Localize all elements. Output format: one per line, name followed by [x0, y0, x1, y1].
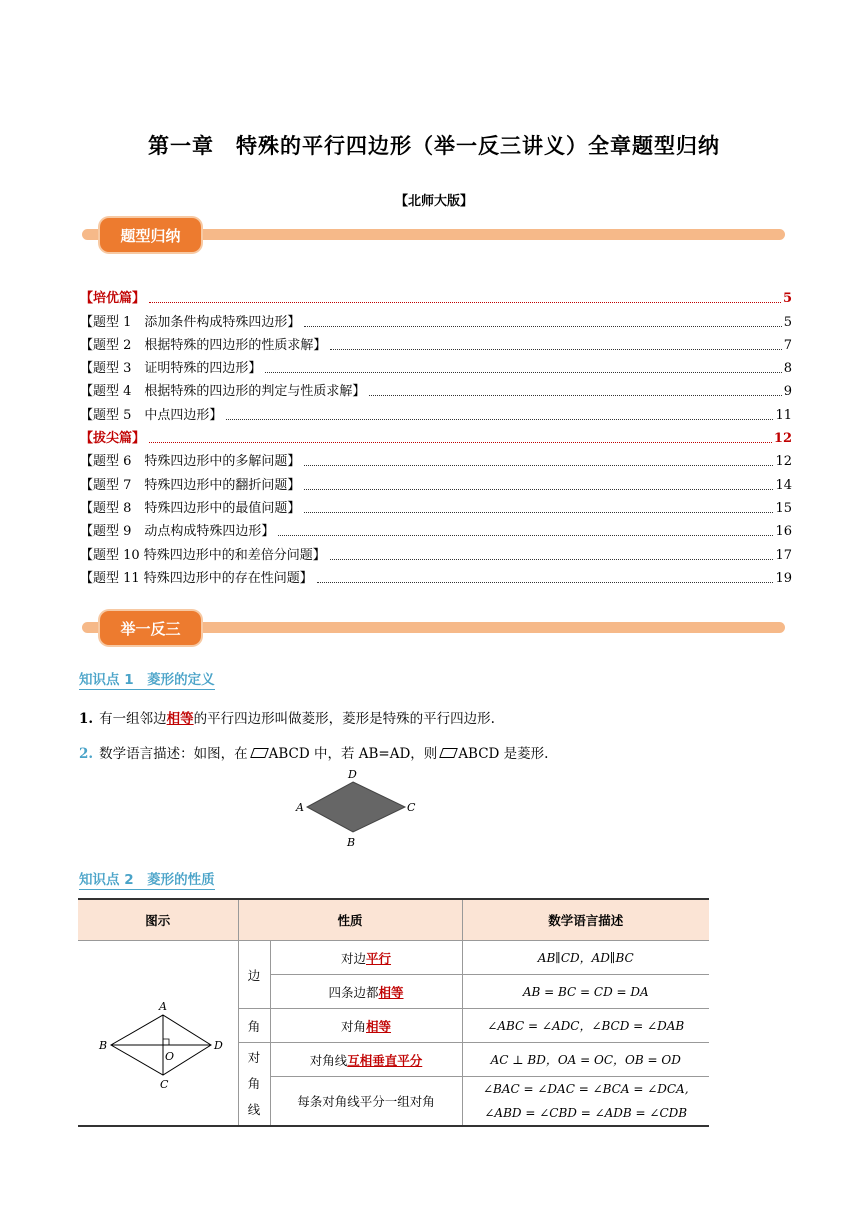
knowledge-point-heading: 知识点 1 菱形的定义	[79, 668, 215, 690]
definition-paragraph	[79, 707, 495, 727]
keyword: 相等	[166, 711, 194, 727]
edition-label: 【北师大版】	[394, 194, 473, 209]
description-text: 数学语言描述：如图，在	[99, 746, 248, 762]
table-of-contents	[80, 284, 792, 587]
toc-page-number: 12	[775, 454, 792, 470]
definition-text: 的平行四边形叫做菱形，菱形是特殊的平行四边形.	[193, 711, 495, 727]
toc-entry[interactable]	[80, 377, 792, 400]
toc-entry[interactable]	[80, 400, 792, 423]
category-angle: 角	[238, 1009, 270, 1043]
toc-page-number: 17	[775, 547, 792, 563]
toc-dot-leader	[330, 349, 781, 350]
toc-entry-label: 【题型 4 根据特殊的四边形的判定与性质求解】	[80, 384, 366, 400]
parallelogram-symbol-icon	[439, 748, 458, 758]
toc-entry[interactable]	[80, 470, 792, 493]
rhombus-diagonals-figure	[83, 962, 233, 1102]
toc-entry[interactable]	[80, 424, 792, 447]
toc-entry-label: 【培优篇】	[80, 291, 146, 307]
toc-dot-leader	[369, 395, 781, 396]
vertex-label-a: A	[158, 999, 167, 1013]
toc-entry-label: 【题型 10 特殊四边形中的和差倍分问题】	[80, 547, 326, 563]
rhombus-properties-table	[78, 898, 709, 1127]
toc-entry[interactable]	[80, 307, 792, 330]
toc-page-number: 16	[775, 524, 792, 540]
description-text: ABCD 是菱形.	[458, 746, 549, 762]
toc-entry-label: 【拔尖篇】	[80, 431, 146, 447]
toc-page-number: 5	[782, 291, 792, 307]
item-number: 1.	[79, 711, 94, 727]
toc-entry-label: 【题型 6 特殊四边形中的多解问题】	[80, 454, 301, 470]
toc-entry-label: 【题型 2 根据特殊的四边形的性质求解】	[80, 337, 327, 353]
toc-page-number: 11	[775, 407, 792, 423]
toc-entry-label: 【题型 3 证明特殊的四边形】	[80, 361, 262, 377]
toc-entry-label: 【题型 1 添加条件构成特殊四边形】	[80, 314, 301, 330]
property-cell: 对角相等	[270, 1009, 462, 1043]
column-header: 图示	[78, 899, 238, 941]
parallelogram-symbol-icon	[250, 748, 269, 758]
toc-dot-leader	[149, 302, 781, 303]
toc-dot-leader	[226, 419, 773, 420]
toc-entry-label: 【题型 7 特殊四边形中的翻折问题】	[80, 477, 301, 493]
section-tag-examples: 举一反三	[100, 611, 201, 645]
center-label-o: O	[164, 1049, 174, 1063]
description-text: ABCD 中，若 AB=AD，则	[268, 746, 438, 762]
vertex-label-c: C	[407, 801, 416, 814]
toc-entry[interactable]	[80, 284, 792, 307]
toc-page-number: 15	[775, 500, 792, 516]
math-description-paragraph	[79, 742, 548, 762]
math-cell: AB = BC = CD = DA	[462, 975, 709, 1009]
toc-entry[interactable]	[80, 517, 792, 540]
toc-page-number: 8	[783, 361, 792, 377]
math-cell: ∠ABC = ∠ADC，∠BCD = ∠DAB	[462, 1009, 709, 1043]
toc-dot-leader	[149, 442, 772, 443]
toc-entry[interactable]	[80, 494, 792, 517]
toc-entry[interactable]	[80, 540, 792, 563]
keyword: 互相垂直平分	[347, 1052, 423, 1068]
vertex-label-a: A	[296, 801, 304, 814]
category-side: 边	[238, 941, 270, 1009]
toc-dot-leader	[304, 489, 773, 490]
knowledge-point-heading: 知识点 2 菱形的性质	[79, 868, 215, 890]
toc-dot-leader	[304, 465, 773, 466]
column-header: 性质	[238, 899, 462, 941]
toc-dot-leader	[330, 559, 774, 560]
property-cell: 四条边都相等	[270, 975, 462, 1009]
toc-entry-label: 【题型 11 特殊四边形中的存在性问题】	[80, 570, 313, 586]
toc-entry[interactable]	[80, 564, 792, 587]
toc-dot-leader	[278, 535, 773, 536]
page-title: 第一章 特殊的平行四边形（举一反三讲义）全章题型归纳	[148, 134, 720, 158]
rhombus-figure	[290, 764, 420, 850]
property-cell: 对角线互相垂直平分	[270, 1043, 462, 1077]
toc-entry-label: 【题型 5 中点四边形】	[80, 407, 223, 423]
toc-dot-leader	[265, 372, 781, 373]
toc-page-number: 5	[783, 314, 792, 330]
toc-page-number: 14	[775, 477, 792, 493]
math-cell: AB∥CD，AD∥BC	[462, 941, 709, 975]
toc-dot-leader	[304, 326, 781, 327]
toc-dot-leader	[317, 582, 774, 583]
vertex-label-b: B	[98, 1038, 107, 1052]
vertex-label-b: B	[347, 836, 356, 849]
toc-dot-leader	[304, 512, 773, 513]
toc-page-number: 19	[775, 570, 792, 586]
toc-entry[interactable]	[80, 331, 792, 354]
toc-page-number: 12	[773, 431, 792, 447]
definition-text: 有一组邻边	[99, 711, 167, 727]
toc-entry-label: 【题型 8 特殊四边形中的最值问题】	[80, 500, 301, 516]
toc-page-number: 7	[783, 337, 792, 353]
toc-page-number: 9	[783, 384, 792, 400]
keyword: 相等	[366, 1018, 392, 1034]
rhombus-diagram-cell	[78, 941, 238, 1127]
toc-entry[interactable]	[80, 354, 792, 377]
section-tag-question-types: 题型归纳	[100, 218, 201, 252]
property-cell: 对边平行	[270, 941, 462, 975]
toc-entry[interactable]	[80, 447, 792, 470]
math-cell: AC ⊥ BD，OA = OC，OB = OD	[462, 1043, 709, 1077]
property-cell: 每条对角线平分一组对角	[270, 1077, 462, 1127]
vertex-label-c: C	[159, 1077, 169, 1091]
category-diagonal: 对 角 线	[238, 1043, 270, 1127]
vertex-label-d: D	[348, 768, 357, 781]
math-cell: ∠BAC = ∠DAC = ∠BCA = ∠DCA, ∠ABD = ∠CBD = ∠ADB = ∠CDB	[462, 1077, 709, 1127]
vertex-label-d: D	[213, 1038, 223, 1052]
rhombus-shape	[307, 782, 405, 832]
column-header: 数学语言描述	[462, 899, 709, 941]
item-number: 2.	[79, 746, 94, 762]
toc-entry-label: 【题型 9 动点构成特殊四边形】	[80, 524, 275, 540]
right-angle-mark	[163, 1039, 169, 1045]
keyword: 相等	[378, 984, 404, 1000]
keyword: 平行	[366, 950, 392, 966]
